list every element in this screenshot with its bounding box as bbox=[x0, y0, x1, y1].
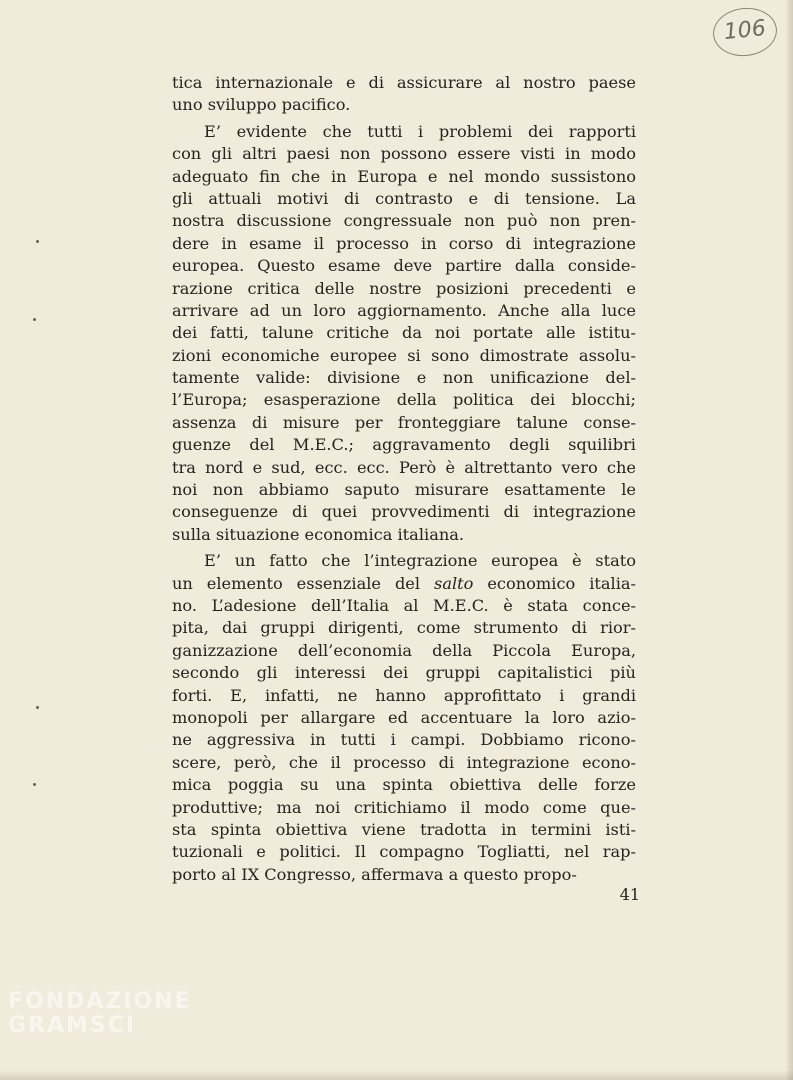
page-edge-shadow bbox=[785, 0, 793, 1080]
text-line: con gli altri paesi non possono essere visti in modo bbox=[172, 144, 636, 164]
text-line: un elemento essenziale del salto economico italia- bbox=[172, 573, 637, 593]
text-line: adeguato fin che in Europa e nel mondo sussistono bbox=[172, 166, 636, 186]
text-line: l’Europa; esasperazione della politica dei blocchi; bbox=[172, 390, 636, 410]
emphasis: salto bbox=[434, 573, 474, 593]
body-text bbox=[172, 72, 636, 886]
text-line: sta spinta obiettiva viene tradotta in termini isti- bbox=[172, 819, 636, 839]
text-line: nostra discussione congressuale non può non pren- bbox=[172, 211, 636, 231]
text-line: secondo gli interessi dei gruppi capitalistici più bbox=[172, 663, 636, 683]
text-line: dei fatti, talune critiche da noi portate alle istitu- bbox=[172, 323, 636, 343]
page-number: 41 bbox=[619, 885, 640, 904]
text-line: E’ evidente che tutti i problemi dei rapporti bbox=[204, 121, 636, 141]
text-line: razione critica delle nostre posizioni precedenti e bbox=[172, 278, 636, 298]
text-line: scere, però, che il processo di integrazione econo- bbox=[172, 752, 636, 772]
text-line: pita, dai gruppi dirigenti, come strumento di rior- bbox=[172, 618, 636, 638]
text-line: ne aggressiva in tutti i campi. Dobbiamo ricono- bbox=[172, 730, 636, 750]
text-line: E’ un fatto che l’integrazione europea è stato bbox=[204, 551, 636, 571]
text-line: gli attuali motivi di contrasto e di tensione. La bbox=[172, 188, 636, 208]
text-line: europea. Questo esame deve partire dalla conside- bbox=[172, 256, 636, 276]
text-line: mica poggia su una spinta obiettiva delle forze bbox=[172, 775, 636, 795]
archive-stamp: 106 bbox=[711, 5, 780, 59]
text-line: ganizzazione dell’economia della Piccola Europa, bbox=[172, 640, 636, 660]
archive-watermark: FONDAZIONE GRAMSCI bbox=[8, 989, 192, 1038]
margin-mark bbox=[33, 783, 36, 786]
margin-mark bbox=[36, 706, 39, 709]
text-line: zioni economiche europee si sono dimostrate assolu- bbox=[172, 345, 636, 365]
page-edge-shadow bbox=[0, 1070, 793, 1080]
margin-mark bbox=[33, 318, 36, 321]
margin-mark bbox=[36, 240, 39, 243]
text-line: tuzionali e politici. Il compagno Togliatti, nel rap- bbox=[172, 842, 636, 862]
text-line: tra nord e sud, ecc. ecc. Però è altrettanto vero che bbox=[172, 457, 636, 477]
text-line: sulla situazione economica italiana. bbox=[172, 524, 465, 544]
text-line: assenza di misure per fronteggiare talune conse- bbox=[172, 412, 636, 432]
text-line: guenze del M.E.C.; aggravamento degli squilibri bbox=[172, 435, 636, 455]
text-line: forti. E, infatti, ne hanno approfittato i grandi bbox=[172, 685, 636, 705]
paragraph bbox=[172, 550, 636, 886]
text-line: no. L’adesione dell’Italia al M.E.C. è stata conce- bbox=[172, 595, 636, 615]
text-line: produttive; ma noi critichiamo il modo come que- bbox=[172, 797, 636, 817]
text-line: porto al IX Congresso, affermava a questo propo- bbox=[172, 864, 577, 884]
text-line: tamente valide: divisione e non unificazione del- bbox=[172, 368, 636, 388]
paragraph bbox=[172, 72, 636, 117]
text-line: tica internazionale e di assicurare al nostro paese bbox=[172, 73, 636, 92]
text-line: noi non abbiamo saputo misurare esattamente le bbox=[172, 480, 636, 500]
text-line: monopoli per allargare ed accentuare la loro azio- bbox=[172, 707, 636, 727]
paragraph bbox=[172, 121, 636, 546]
text-line: conseguenze di quei provvedimenti di integrazione bbox=[172, 502, 636, 522]
text-line: dere in esame il processo in corso di integrazione bbox=[172, 233, 636, 253]
text-line: uno sviluppo pacifico. bbox=[172, 95, 351, 115]
text-line: arrivare ad un loro aggiornamento. Anche alla luce bbox=[172, 300, 636, 320]
